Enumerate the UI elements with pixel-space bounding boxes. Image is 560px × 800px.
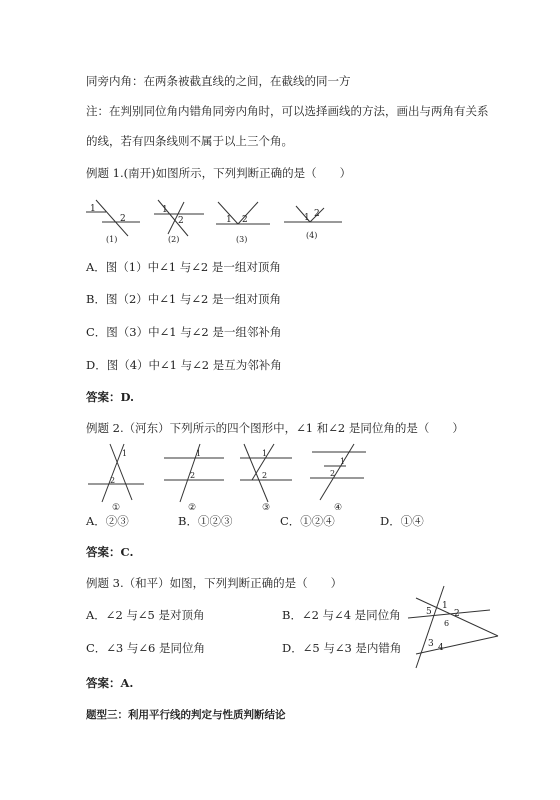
definition-same-side-interior: 同旁内角：在两条被截直线的之间，在截线的同一方	[86, 74, 351, 88]
ex1-fig4-label: (4)	[306, 231, 318, 240]
example2-option-c: C．①②④	[280, 514, 335, 528]
example2-option-b: B．①②③	[178, 514, 233, 528]
example3-option-c: C．∠3 与∠6 是同位角	[86, 641, 206, 655]
ex2-fig2-angle2: 2	[190, 471, 196, 480]
note-line-2: 的线，若有四条线则不属于以上三个角。	[86, 134, 293, 148]
ex2-fig1-diagram	[88, 444, 144, 510]
ex2-fig3-label: ③	[262, 503, 271, 510]
example2-option-a: A．②③	[86, 514, 129, 528]
ex2-fig4-angle2: 2	[330, 469, 336, 478]
ex2-fig1-angle1: 1	[122, 449, 128, 458]
example2-answer: 答案：C.	[86, 545, 134, 559]
example2-question: 例题 2.（河东）下列所示的四个图形中，∠1 和∠2 是同位角的是（ ）	[86, 421, 464, 435]
ex2-fig1-angle2: 2	[110, 476, 116, 485]
ex2-fig1-label: ①	[112, 503, 121, 510]
example3-answer: 答案：A.	[86, 676, 134, 690]
ex3-angle1: 1	[442, 601, 448, 611]
ex2-fig3-angle2: 2	[262, 471, 268, 480]
ex2-fig3-angle1: 1	[262, 449, 268, 458]
example3-option-b: B．∠2 与∠4 是同位角	[282, 608, 401, 622]
ex2-fig2-diagram	[164, 444, 224, 510]
example1-option-c: C．图（3）中∠1 与∠2 是一组邻补角	[86, 325, 282, 339]
ex1-fig3-angle2: 2	[242, 215, 248, 225]
example1-option-d: D．图（4）中∠1 与∠2 是互为邻补角	[86, 358, 282, 372]
ex2-fig4-angle1: 1	[340, 457, 346, 466]
ex1-fig3-label: (3)	[236, 235, 248, 244]
example1-question: 例题 1.(南开)如图所示，下列判断正确的是（ ）	[86, 166, 352, 180]
example3-figure	[404, 582, 504, 674]
ex1-fig2-diagram	[154, 200, 204, 244]
ex3-line-left	[416, 586, 444, 668]
ex3-angle4: 4	[438, 643, 444, 653]
ex1-fig1-diagram	[86, 200, 140, 244]
ex1-fig4-angle2: 2	[314, 209, 320, 219]
ex1-fig1-angle2: 2	[120, 214, 126, 224]
ex2-fig2-label: ②	[188, 503, 197, 510]
ex1-fig1-label: (1)	[106, 235, 118, 244]
ex3-line-top	[408, 610, 490, 618]
ex3-angle6: 6	[444, 619, 450, 628]
ex1-fig4-diagram	[284, 206, 342, 240]
example1-answer: 答案：D.	[86, 390, 135, 404]
example1-figures	[84, 196, 354, 252]
ex2-fig3-diagram	[240, 444, 292, 510]
ex2-fig4-diagram	[310, 444, 366, 510]
ex1-fig3-angle1: 1	[226, 215, 232, 225]
note-line-1: 注：在判别同位角内错角同旁内角时，可以选择画线的方法，画出与两角有关系	[86, 104, 489, 118]
ex3-angle3: 3	[428, 639, 434, 649]
ex1-fig3-diagram	[216, 202, 270, 244]
ex1-fig2-angle2: 2	[178, 216, 184, 226]
ex1-fig2-label: (2)	[168, 235, 180, 244]
section-heading: 题型三：利用平行线的判定与性质判断结论	[86, 709, 286, 721]
ex1-fig2-angle1: 1	[162, 205, 168, 215]
example1-option-b: B．图（2）中∠1 与∠2 是一组对顶角	[86, 292, 281, 306]
example3-option-d: D．∠5 与∠3 是内错角	[282, 641, 402, 655]
example2-figures	[84, 440, 374, 510]
example3-question: 例题 3.（和平）如图，下列判断正确的是（ ）	[86, 576, 343, 590]
ex3-angle5: 5	[426, 607, 432, 617]
ex3-angle2: 2	[454, 609, 460, 619]
example1-option-a: A．图（1）中∠1 与∠2 是一组对顶角	[86, 260, 281, 274]
example3-option-a: A．∠2 与∠5 是对顶角	[86, 608, 205, 622]
ex1-fig4-angle1: 1	[304, 213, 310, 223]
ex2-fig2-angle1: 1	[196, 449, 202, 458]
ex2-fig4-label: ④	[334, 503, 343, 510]
ex1-fig1-angle1: 1	[90, 204, 96, 214]
example2-option-d: D．①④	[380, 514, 424, 528]
